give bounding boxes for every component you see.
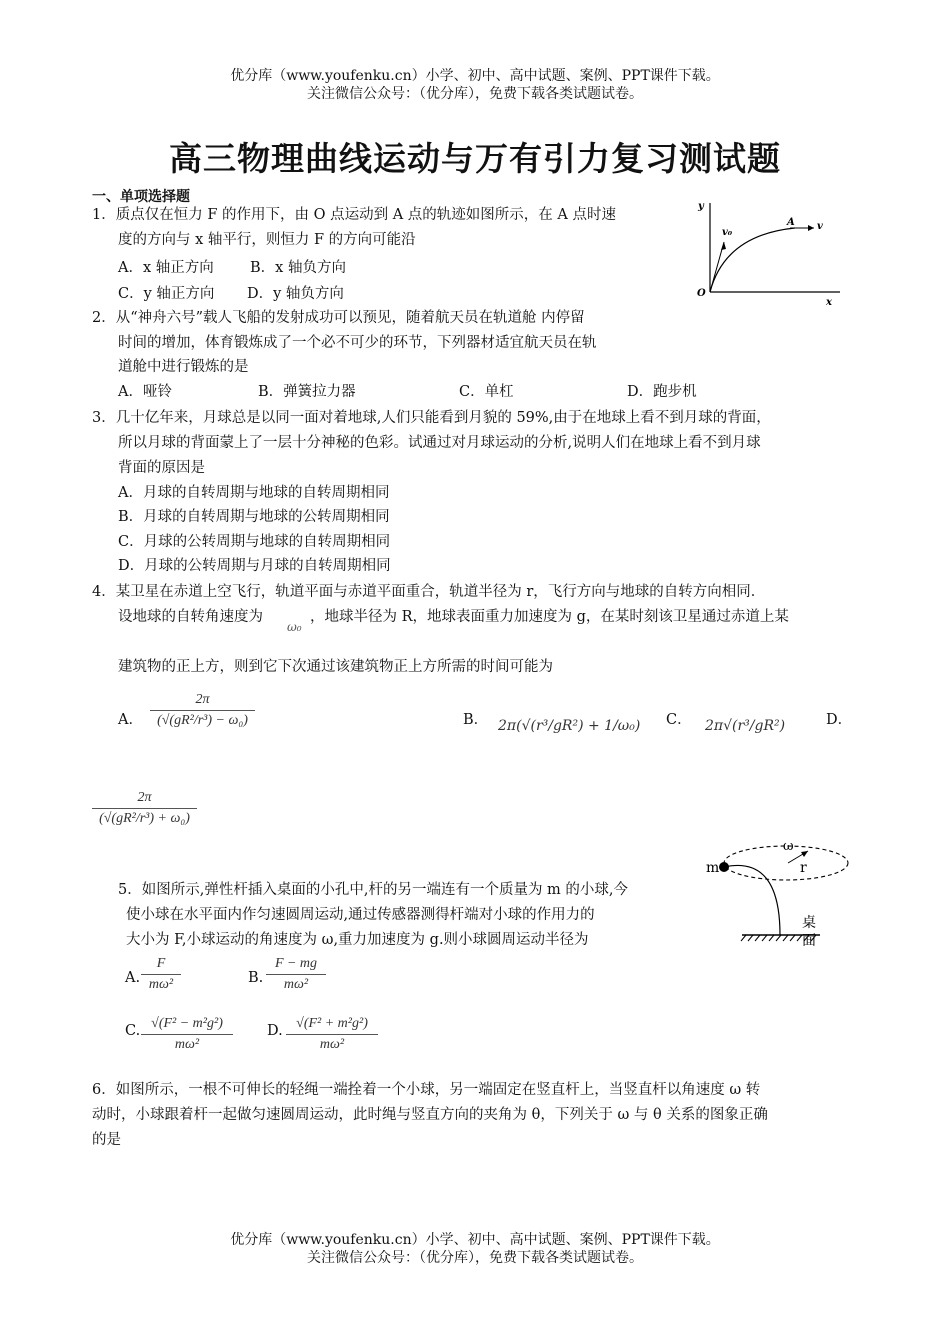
q1-fig-y-label: y [698,201,704,212]
q4-option-c: C． [666,712,692,728]
q5-fig-omega-label: ω [783,839,794,854]
q2-line-2: 时间的增加，体育锻炼成了一个必不可少的环节，下列器材适宜航天员在轨 [118,335,597,351]
q4-line-3: 建筑物的正上方，则到它下次通过该建筑物正上方所需的时间可能为 [118,659,553,675]
q1-option-a: A．x 轴正方向 [118,260,214,276]
q4-expr-d-num: 2π [92,790,197,809]
q5-expr-d-num: √(F² + m²g²) [286,1016,378,1035]
q3-line-1: 3．几十亿年来，月球总是以同一面对着地球,人们只能看到月貌的 59%,由于在地球上看不到月球的背面， [92,410,771,426]
header-line-2: 关注微信公众号：（优分库），免费下载各类试题试卷。 [307,86,643,102]
q1-option-b: B．x 轴负方向 [250,260,346,276]
footer-line-1: 优分库（www.youfenku.cn）小学、初中、高中试题、案例、PPT课件下载。 [230,1232,720,1248]
q5-line-1: 5．如图所示,弹性杆插入桌面的小孔中,杆的另一端连有一个质量为 m 的小球,今 [118,882,629,898]
q5-fig-m-label: m [706,860,720,876]
q6-line-2: 动时，小球跟着杆一起做匀速圆周运动，此时绳与竖直方向的夹角为 θ，下列关于 ω 与 θ 关系的图象正确 [92,1107,768,1123]
q4-expr-b: 2π(√(r³/gR²) + 1/ω₀) [498,718,641,734]
q5-rod-figure [700,835,860,955]
q5-expr-a [141,956,181,993]
q5-expr-d-den: mω² [319,1037,345,1052]
q5-option-d: D. [267,1023,283,1039]
q5-expr-a-den: mω² [148,977,174,992]
q1-line-2: 度的方向与 x 轴平行，则恒力 F 的方向可能沿 [118,232,416,248]
q5-expr-c-den: mω² [174,1037,200,1052]
q1-option-c: C．y 轴正方向 [118,286,215,302]
q5-expr-c-num: √(F² − m²g²) [141,1016,233,1035]
q4-option-d: D． [826,712,853,728]
q1-fig-v-label: v [817,221,823,232]
q2-option-a: A．哑铃 [118,384,172,400]
q6-line-3: 的是 [92,1132,121,1148]
q3-option-a: A．月球的自转周期与地球的自转周期相同 [118,485,390,501]
q2-option-b: B．弹簧拉力器 [258,384,356,400]
q5-line-3: 大小为 F,小球运动的角速度为 ω,重力加速度为 g.则小球圆周运动半径为 [126,932,589,948]
q2-line-3: 道舱中进行锻炼的是 [118,359,249,375]
q5-expr-b-num: F − mg [266,956,326,975]
q4-expr-d-den: (√(gR²/r³) + ω₀) [99,811,190,826]
q4-option-a: A． [118,712,143,728]
q5-expr-b [266,956,326,993]
q5-option-a: A. [125,970,141,986]
q1-fig-x-label: x [826,297,832,308]
q5-expr-b-den: mω² [283,977,309,992]
q2-option-c: C．单杠 [459,384,514,400]
q4-expr-a [150,692,255,729]
q5-fig-table-label-1: 桌 [802,915,816,931]
q4-line-2a: 设地球的自转角速度为 [118,609,263,625]
q1-option-d: D．y 轴负方向 [247,286,344,302]
q5-expr-c [141,1016,233,1053]
header-line-1: 优分库（www.youfenku.cn）小学、初中、高中试题、案例、PPT课件下载。 [230,68,720,84]
q3-option-b: B．月球的自转周期与地球的公转周期相同 [118,509,390,525]
q1-fig-a-label: A [787,217,795,228]
q5-option-b: B. [248,970,264,986]
q6-line-1: 6．如图所示，一根不可伸长的轻绳一端拴着一个小球，另一端固定在竖直杆上，当竖直杆以角速度 ω 转 [92,1082,761,1098]
q4-line-2b: ，地球半径为 R，地球表面重力加速度为 g，在某时刻该卫星通过赤道上某 [310,609,789,625]
q3-line-2: 所以月球的背面蒙上了一层十分神秘的色彩。试通过对月球运动的分析,说明人们在地球上看不到月球 [118,435,761,451]
q4-expr-a-den: (√(gR²/r³) − ω₀) [157,713,248,728]
q2-option-d: D．跑步机 [627,384,697,400]
q1-fig-origin-label: O [697,288,706,299]
q3-option-c: C．月球的公转周期与地球的自转周期相同 [118,534,391,550]
q5-option-c: C. [125,1023,141,1039]
q2-line-1: 2．从“神舟六号”载人飞船的发射成功可以预见，随着航天员在轨道舱 内停留 [92,310,585,326]
footer-line-2: 关注微信公众号：（优分库），免费下载各类试题试卷。 [307,1250,643,1266]
page-title: 高三物理曲线运动与万有引力复习测试题 [169,139,781,178]
q1-fig-v0-label: v₀ [722,227,733,238]
q1-line-1: 1．质点仅在恒力 F 的作用下，由 O 点运动到 A 点的轨迹如图所示，在 A 点时速 [92,207,616,223]
q5-fig-table-label-2: 面 [802,933,816,949]
q4-omega0: ω₀ [287,620,302,634]
q5-expr-d [286,1016,378,1053]
q3-line-3: 背面的原因是 [118,460,205,476]
q4-expr-c: 2π√(r³/gR²) [705,718,786,734]
q5-line-2: 使小球在水平面内作匀速圆周运动,通过传感器测得杆端对小球的作用力的 [126,907,595,923]
q1-trajectory-figure [690,195,850,310]
q4-option-b: B． [463,712,489,728]
q4-line-1: 4．某卫星在赤道上空飞行，轨道平面与赤道平面重合，轨道半径为 r，飞行方向与地球的自转方向相同． [92,584,766,600]
q5-expr-a-num: F [141,956,181,975]
q5-fig-r-label: r [800,860,807,876]
q4-expr-a-num: 2π [150,692,255,711]
section-heading: 一、单项选择题 [92,189,190,205]
q3-option-d: D．月球的公转周期与月球的自转周期相同 [118,558,391,574]
q4-expr-d [92,790,197,827]
